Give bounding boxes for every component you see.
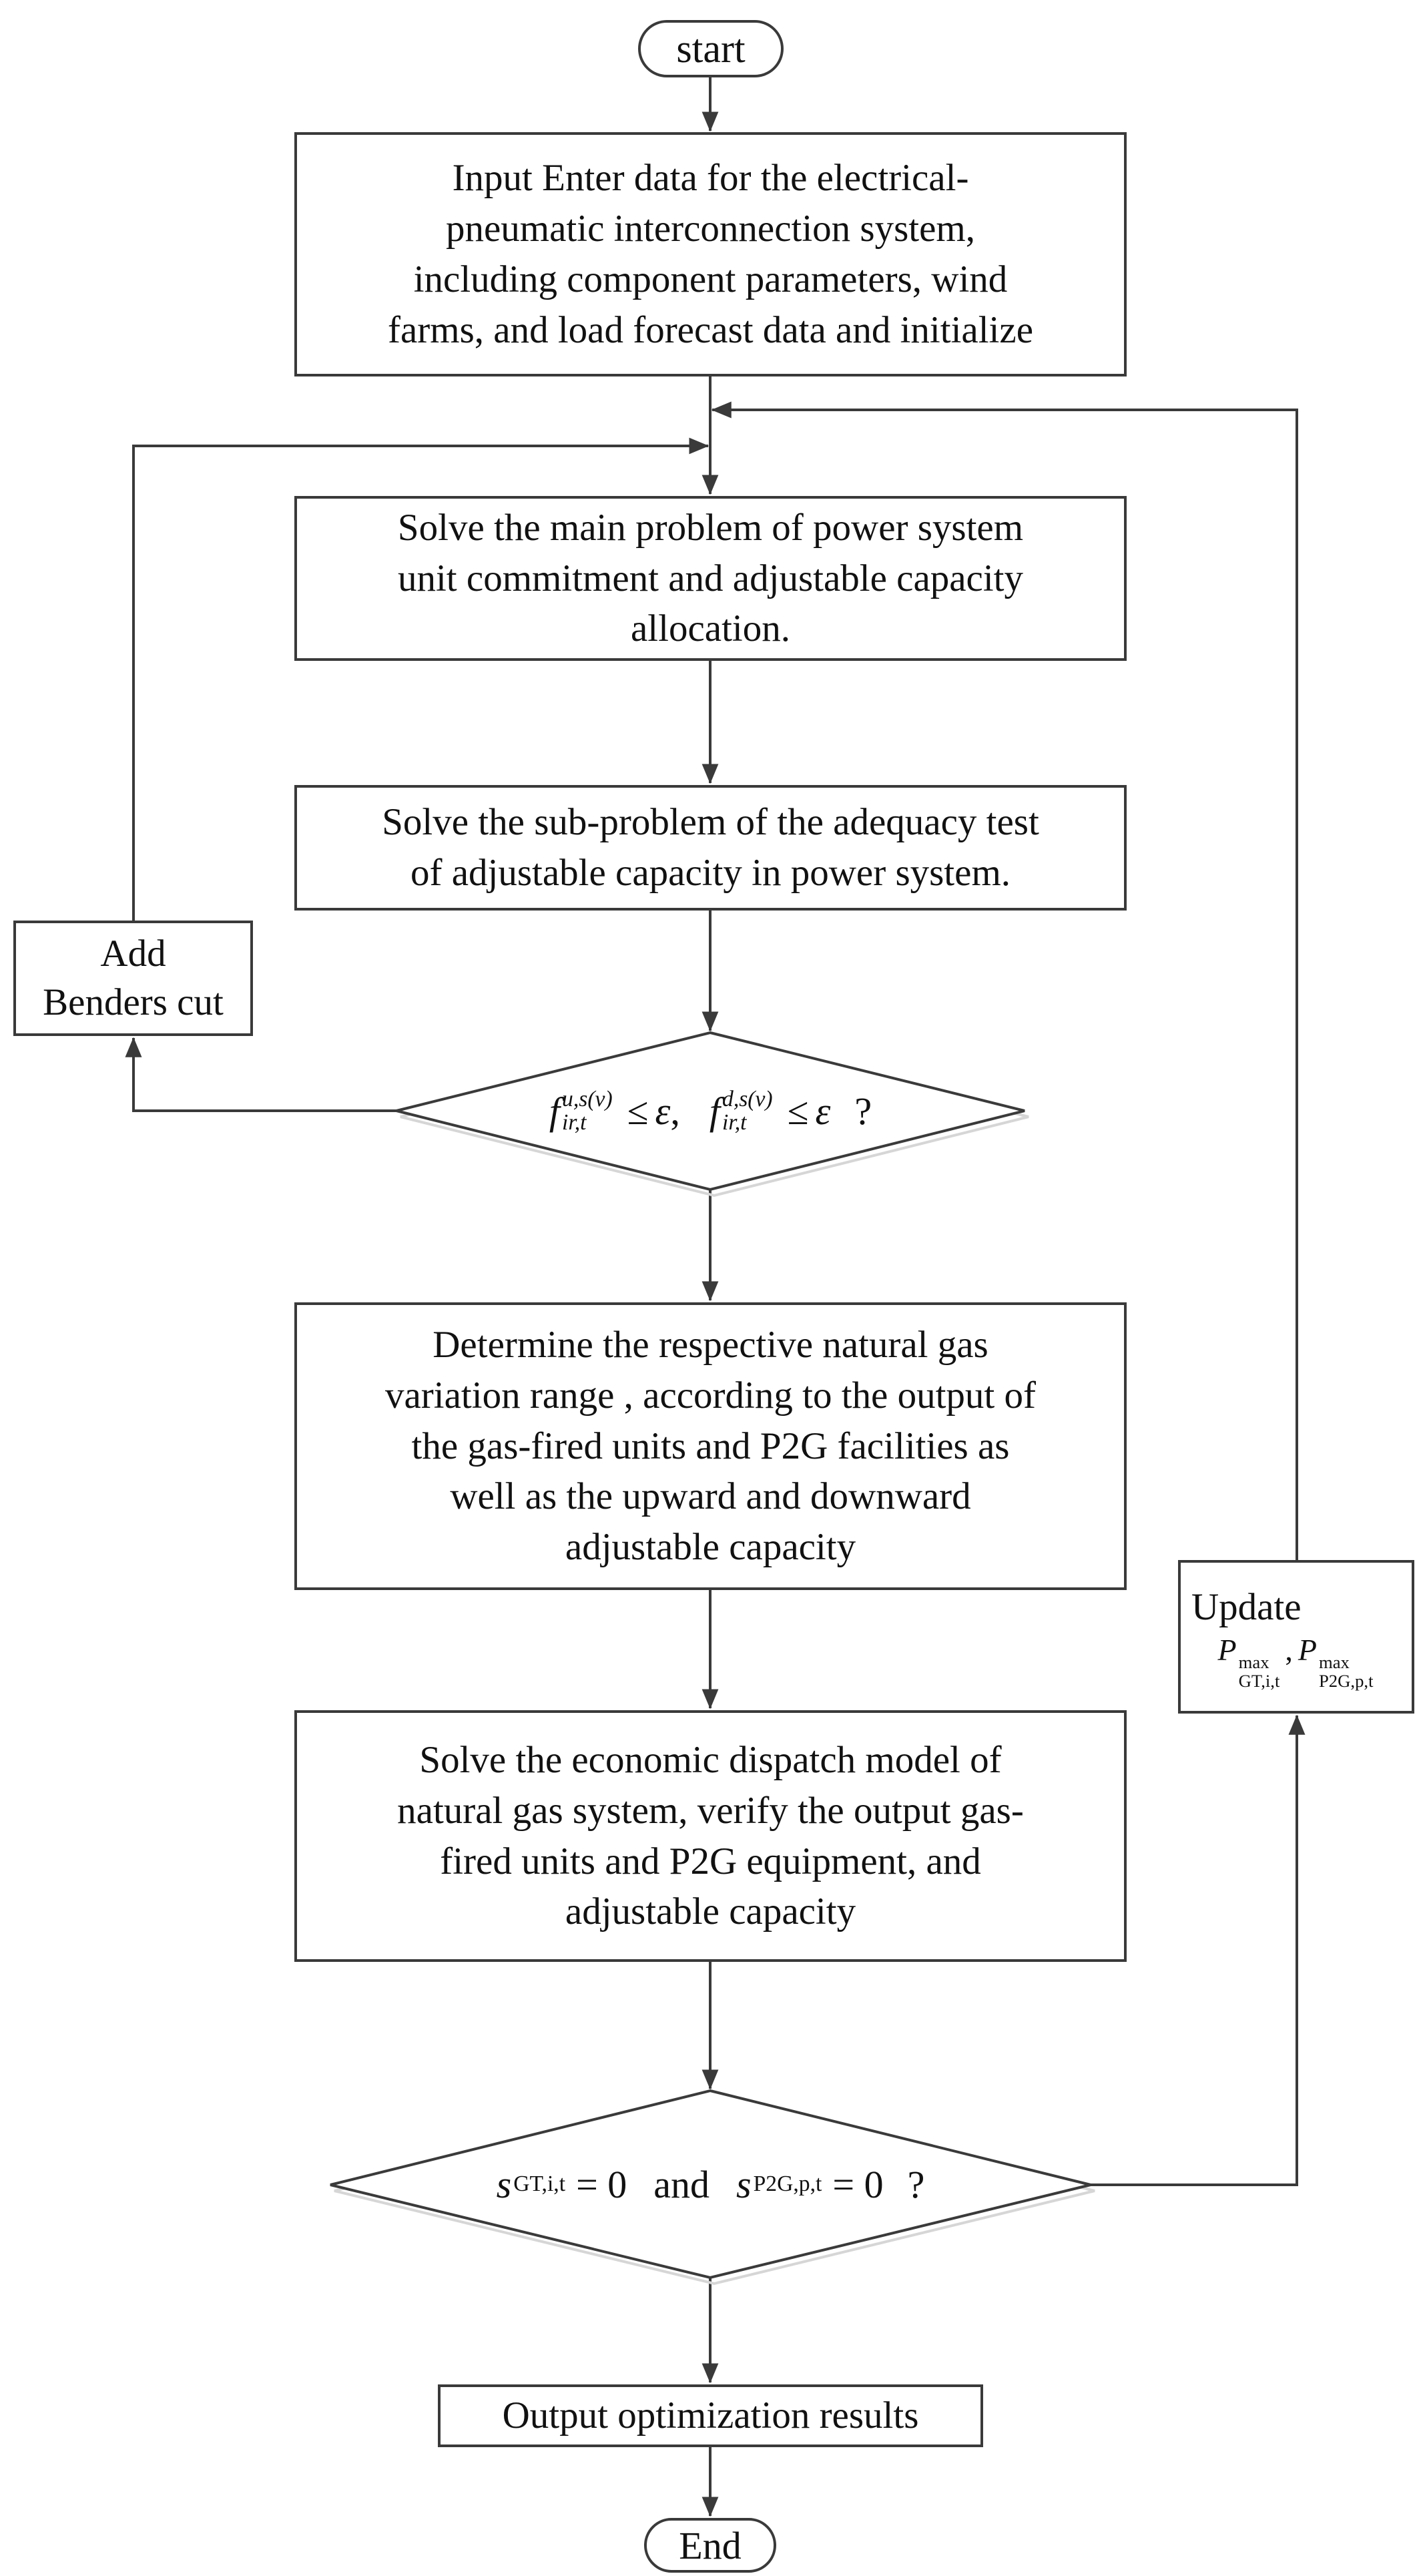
text-line: pneumatic interconnection system,	[445, 208, 976, 250]
text-line: including component parameters, wind	[413, 258, 1008, 300]
end-label: End	[679, 2523, 742, 2567]
text-line: Input Enter data for the electrical-	[452, 157, 969, 200]
text-line: Output optimization results	[502, 2394, 919, 2437]
start-label: start	[676, 26, 746, 71]
text-line: Solve the economic dispatch model of	[419, 1738, 1002, 1781]
slack-decision-label	[330, 2091, 1091, 2278]
text-line: adjustable capacity	[565, 1526, 856, 1569]
s-subscript: GT,i,t	[513, 2171, 566, 2196]
f-symbol: f	[709, 1089, 720, 1133]
add-benders-cut-box	[13, 921, 253, 1036]
output-results-step	[438, 2384, 983, 2447]
s-subscript: P2G,p,t	[753, 2171, 822, 2196]
text-line: unit commitment and adjustable capacity	[397, 557, 1024, 599]
text-line: Determine the respective natural gas	[433, 1324, 988, 1366]
question-mark: ?	[907, 2162, 925, 2206]
determine-range-step	[294, 1302, 1127, 1590]
sub-problem-step	[294, 785, 1127, 911]
start-terminal	[638, 20, 784, 77]
comma: ,	[1285, 1633, 1293, 1667]
comma: ,	[670, 1089, 680, 1133]
equals-zero: = 0	[832, 2162, 884, 2206]
and-word: and	[653, 2162, 710, 2206]
epsilon-symbol: ε	[655, 1089, 671, 1133]
question-mark: ?	[854, 1089, 872, 1133]
s-symbol: s	[736, 2162, 752, 2206]
update-formula	[1218, 1631, 1379, 1690]
p-subscript: P2G,p,t	[1318, 1670, 1374, 1691]
text-line: well as the upward and downward	[450, 1475, 971, 1518]
text-line: allocation.	[631, 607, 790, 650]
text-line: the gas-fired units and P2G facilities as	[411, 1425, 1010, 1467]
p-superscript: max	[1238, 1652, 1269, 1673]
f-subscript: ir,t	[562, 1109, 587, 1135]
text-line: Benders cut	[43, 981, 224, 1023]
text-line: farms, and load forecast data and initialize	[388, 308, 1033, 351]
f-subscript: ir,t	[722, 1109, 747, 1135]
equals-zero: = 0	[576, 2162, 627, 2206]
text-line: Add	[100, 932, 166, 975]
text-line: variation range , according to the output of	[384, 1374, 1036, 1416]
f-superscript: d,s(v)	[722, 1087, 773, 1112]
update-limits-box	[1178, 1560, 1414, 1714]
s-symbol: s	[496, 2162, 512, 2206]
text-line: Solve the sub-problem of the adequacy test	[382, 801, 1039, 844]
input-data-step	[294, 132, 1127, 376]
text-line: of adjustable capacity in power system.	[410, 852, 1011, 894]
text-line: fired units and P2G equipment, and	[440, 1840, 981, 1882]
p-subscript: GT,i,t	[1238, 1670, 1280, 1691]
text-line: Solve the main problem of power system	[397, 506, 1024, 549]
p-symbol: P	[1298, 1633, 1317, 1667]
leq-symbol: ≤	[787, 1089, 809, 1133]
epsilon-symbol: ε	[815, 1089, 831, 1133]
economic-dispatch-step	[294, 1710, 1127, 1962]
f-symbol: f	[549, 1089, 561, 1133]
main-problem-step	[294, 496, 1127, 661]
end-terminal	[644, 2518, 776, 2573]
adequacy-decision-label	[396, 1033, 1025, 1190]
update-title: Update	[1191, 1586, 1302, 1629]
text-line: adjustable capacity	[565, 1890, 856, 1933]
leq-symbol: ≤	[627, 1089, 649, 1133]
p-superscript: max	[1318, 1652, 1350, 1673]
f-superscript: u,s(v)	[562, 1087, 613, 1112]
p-symbol: P	[1217, 1633, 1237, 1667]
text-line: natural gas system, verify the output gas-	[397, 1789, 1024, 1832]
line-adequacy-to-benders	[133, 1038, 396, 1111]
